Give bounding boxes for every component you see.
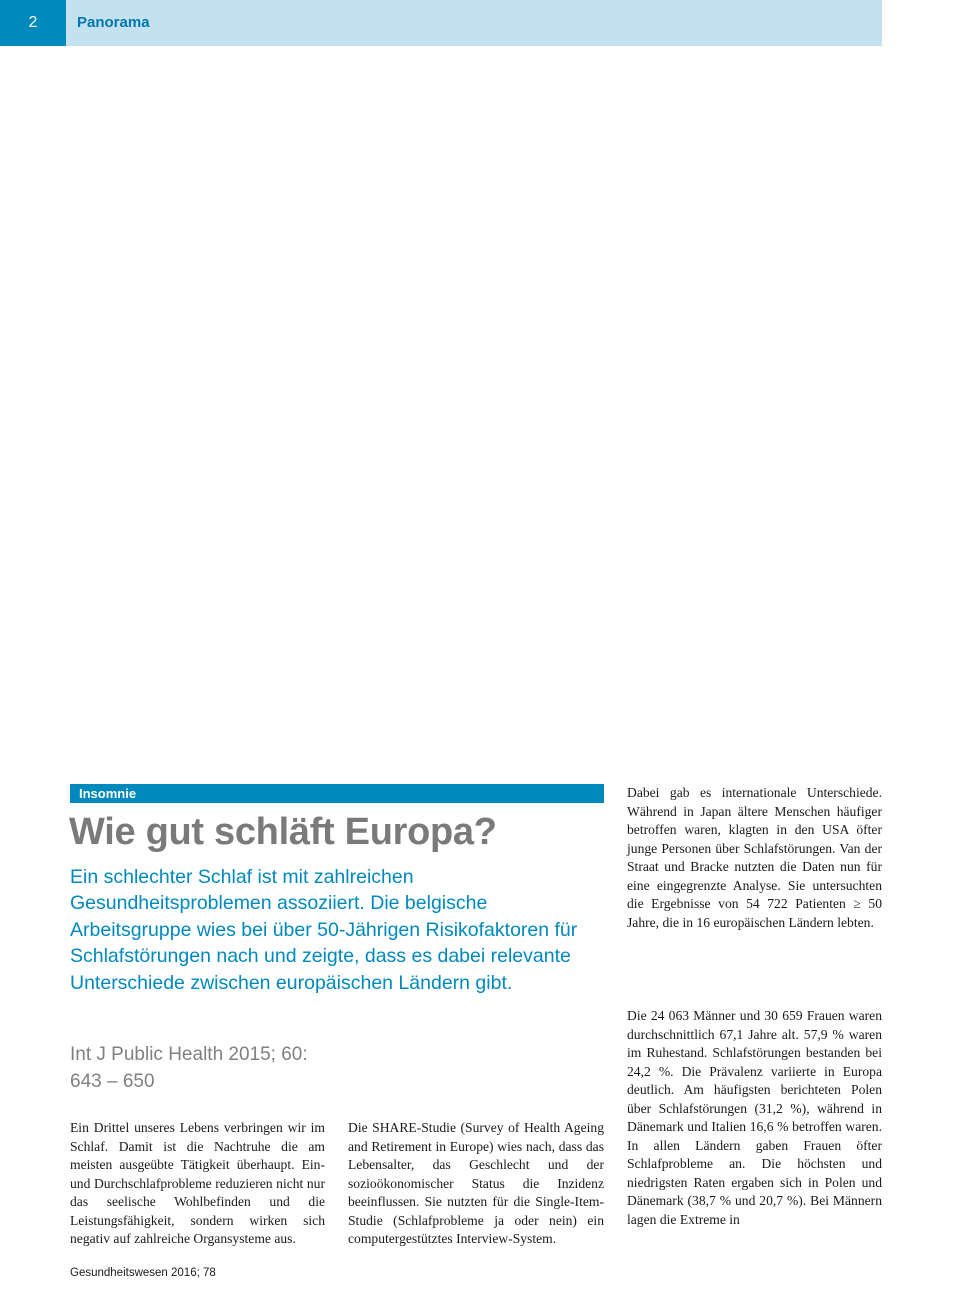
citation bbox=[70, 1042, 370, 1095]
body-column-3-bottom: Die 24 063 Männer und 30 659 Frauen waren durchschnittlich 67,1 Jahre alt. 57,9 % waren im Ruhestand. Schlafstörungen bestanden bei 24,2 %. Die Prävalenz variierte in Europa deutlich. Am häufigsten berichteten Polen über Schlafstörungen (31,2 %), während in Dänemark und Italien 16,6 % betroffen waren. In allen Ländern gaben Frauen öfter Schlafprobleme an. Die höchsten und niedrigsten Raten ergaben sich in Polen und Dänemark (38,7 % und 20,7 %). Bei Männern lagen die Extreme in bbox=[627, 1008, 882, 1227]
page-number: 2 bbox=[0, 0, 66, 46]
article-lead: Ein schlechter Schlaf ist mit zahlreichen Gesundheitsproblemen assoziiert. Die belgische Arbeitsgruppe wies bei über 50-Jährigen Risikofaktoren für Schlafstörungen nach und zeigte, dass es dabei relevante Unterschiede zwischen europäischen Ländern gibt. bbox=[70, 866, 578, 994]
body-column-2: Die SHARE-Studie (Survey of Health Ageing and Retirement in Europe) wies nach, dass das Lebensalter, das Geschlecht und der sozioökonomischer Status die Inzidenz beeinflussen. Sie nutzten für die Single-Item-Studie (Schlafprobleme ja oder nein) ein computergestütztes Interview-System. bbox=[348, 1120, 604, 1246]
citation-line-2: 643 – 650 bbox=[70, 1070, 155, 1092]
article-tag: Insomnie bbox=[70, 784, 604, 803]
section-label: Panorama bbox=[77, 14, 150, 31]
body-column-1: Ein Drittel unseres Lebens verbringen wir im Schlaf. Damit ist die Nachtruhe die am meisten ausgeübte Tätigkeit überhaupt. Ein- und Durchschlafprobleme reduzieren nicht nur das seelische Wohlbefinden und die Leistungsfähigkeit, sondern wirken sich negativ auf zahlreiche Organsysteme aus. bbox=[70, 1120, 325, 1246]
body-column-3-top: Dabei gab es internationale Unterschiede. Während in Japan ältere Menschen häufiger betroffen waren, klagten in den USA öfter junge Personen über Schlafstörungen. Van der Straat und Bracke nutzten die Daten nun für eine eingegrenzte Analyse. Sie untersuchten die Ergebnisse von 54 722 Patienten ≥ 50 Jahre, die in 16 europäischen Ländern lebten. bbox=[627, 785, 882, 930]
citation-line-1: Int J Public Health 2015; 60: bbox=[70, 1044, 308, 1065]
footer-journal: Gesundheitswesen 2016; 78 bbox=[70, 1267, 216, 1279]
article-title: Wie gut schläft Europa? bbox=[69, 811, 497, 853]
